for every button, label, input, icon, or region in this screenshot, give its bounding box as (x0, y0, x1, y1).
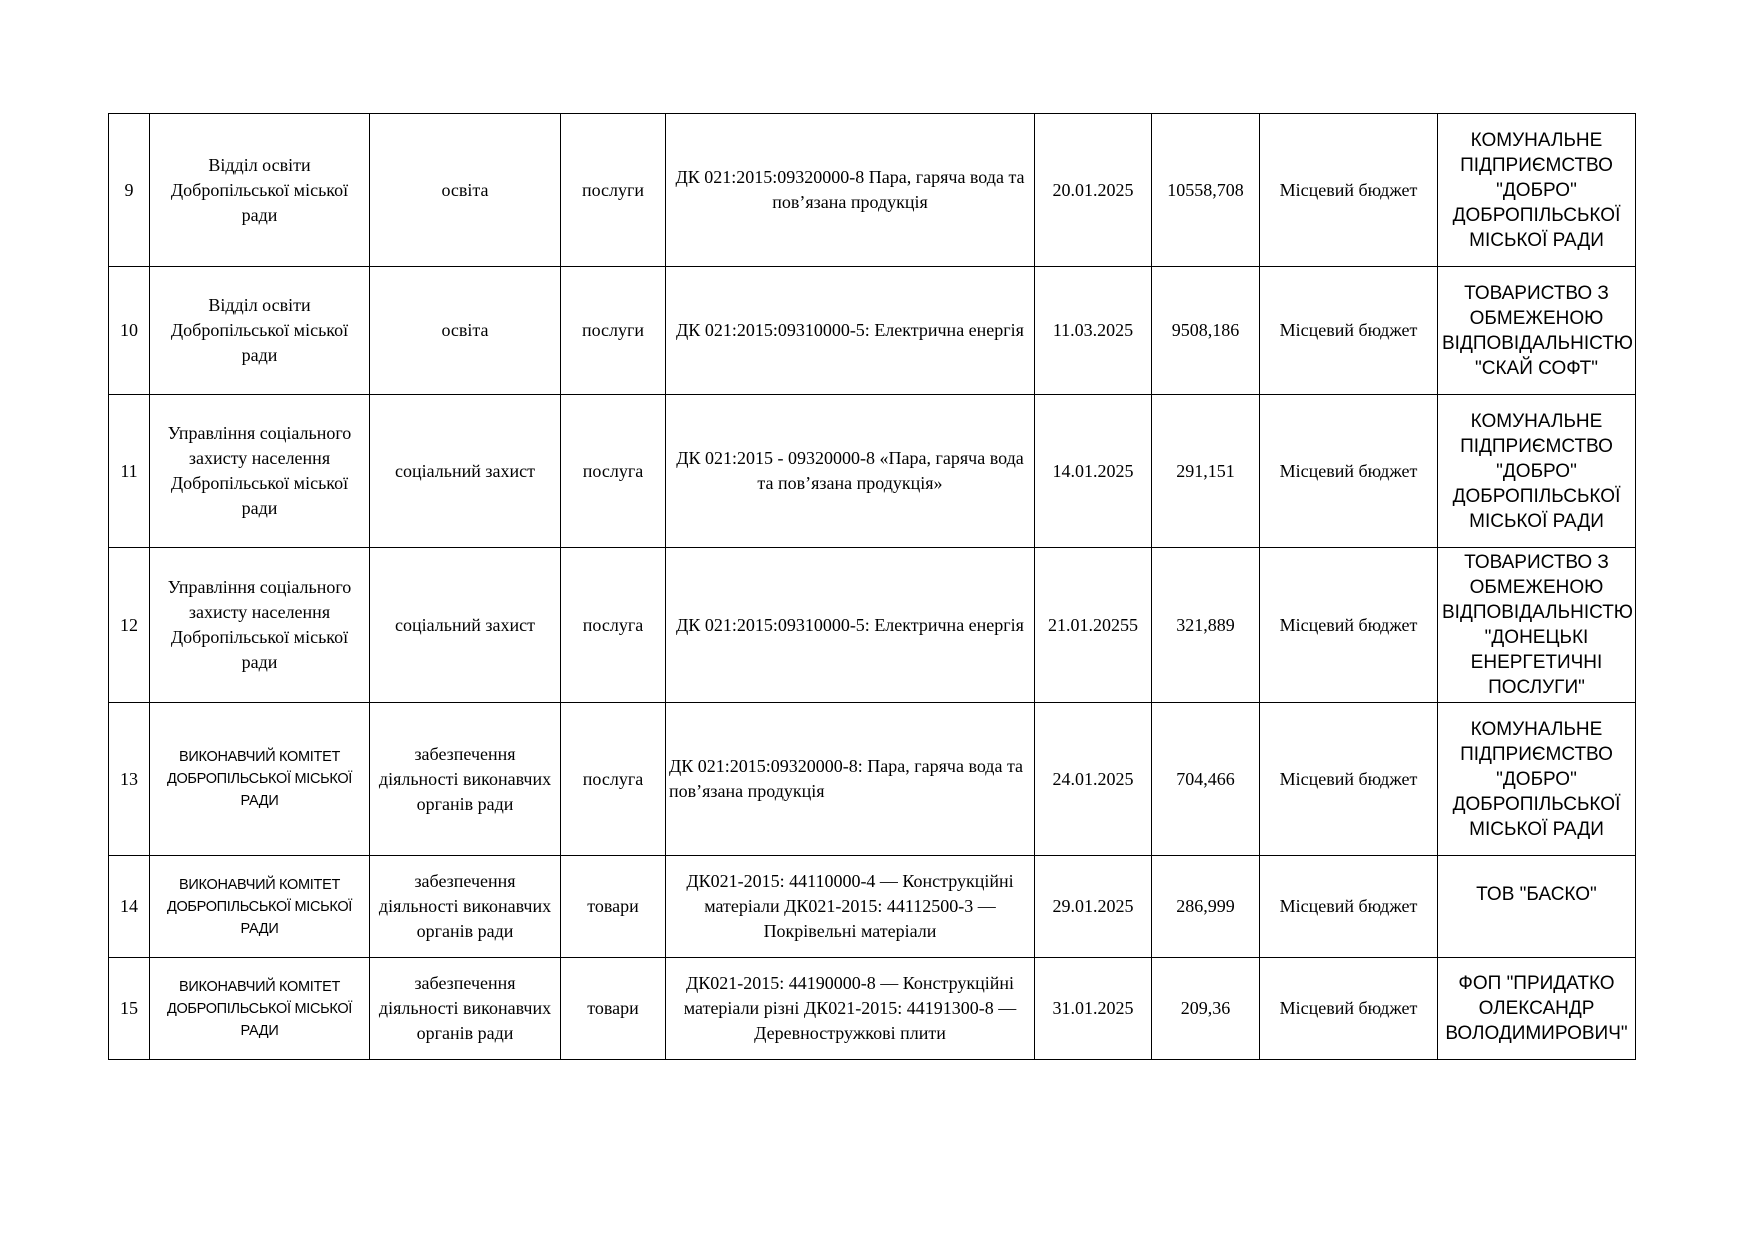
supplier-cell: ТОВ "БАСКО" (1438, 856, 1636, 958)
supplier-cell: КОМУНАЛЬНЕ ПІДПРИЄМСТВО "ДОБРО" ДОБРОПІЛЬСЬКОЇ МІСЬКОЇ РАДИ (1438, 703, 1636, 856)
customer-cell: Управління соціального захисту населення Добропільської міської ради (150, 548, 370, 703)
row-number: 9 (109, 114, 150, 267)
supplier-cell: ТОВАРИСТВО З ОБМЕЖЕНОЮ ВІДПОВІДАЛЬНІСТЮ "ДОНЕЦЬКІ ЕНЕРГЕТИЧНІ ПОСЛУГИ" (1438, 548, 1636, 703)
funding-cell: Місцевий бюджет (1260, 114, 1438, 267)
type-cell: послуга (561, 395, 666, 548)
funding-cell: Місцевий бюджет (1260, 958, 1438, 1060)
date-cell: 20.01.2025 (1035, 114, 1152, 267)
row-number: 14 (109, 856, 150, 958)
customer-cell: ВИКОНАВЧИЙ КОМІТЕТ ДОБРОПІЛЬСЬКОЇ МІСЬКОЇ РАДИ (150, 703, 370, 856)
table-row (109, 395, 1636, 548)
date-cell: 14.01.2025 (1035, 395, 1152, 548)
table-row (109, 548, 1636, 703)
type-cell: товари (561, 856, 666, 958)
table-row (109, 114, 1636, 267)
supplier-cell: КОМУНАЛЬНЕ ПІДПРИЄМСТВО "ДОБРО" ДОБРОПІЛЬСЬКОЇ МІСЬКОЇ РАДИ (1438, 114, 1636, 267)
table-row (109, 958, 1636, 1060)
funding-cell: Місцевий бюджет (1260, 703, 1438, 856)
date-cell: 31.01.2025 (1035, 958, 1152, 1060)
supplier-cell: ТОВАРИСТВО З ОБМЕЖЕНОЮ ВІДПОВІДАЛЬНІСТЮ "СКАЙ СОФТ" (1438, 267, 1636, 395)
table-row (109, 856, 1636, 958)
subject-cell: ДК 021:2015 - 09320000-8 «Пара, гаряча вода та пов’язана продукція» (666, 395, 1035, 548)
customer-cell: Управління соціального захисту населення Добропільської міської ради (150, 395, 370, 548)
date-cell: 24.01.2025 (1035, 703, 1152, 856)
amount-cell: 321,889 (1152, 548, 1260, 703)
sector-cell: забезпечення діяльності виконавчих органів ради (370, 703, 561, 856)
row-number: 11 (109, 395, 150, 548)
amount-cell: 9508,186 (1152, 267, 1260, 395)
subject-cell: ДК 021:2015:09320000-8 Пара, гаряча вода та пов’язана продукція (666, 114, 1035, 267)
table-row (109, 267, 1636, 395)
type-cell: послуги (561, 267, 666, 395)
funding-cell: Місцевий бюджет (1260, 856, 1438, 958)
type-cell: товари (561, 958, 666, 1060)
subject-cell: ДК 021:2015:09310000-5: Електрична енергія (666, 267, 1035, 395)
amount-cell: 10558,708 (1152, 114, 1260, 267)
amount-cell: 704,466 (1152, 703, 1260, 856)
type-cell: послуга (561, 703, 666, 856)
row-number: 10 (109, 267, 150, 395)
supplier-cell: ФОП "ПРИДАТКО ОЛЕКСАНДР ВОЛОДИМИРОВИЧ" (1438, 958, 1636, 1060)
sector-cell: забезпечення діяльності виконавчих органів ради (370, 856, 561, 958)
sector-cell: соціальний захист (370, 395, 561, 548)
subject-cell: ДК 021:2015:09320000-8: Пара, гаряча вода та пов’язана продукція (666, 703, 1035, 856)
procurement-table (108, 113, 1636, 1060)
type-cell: послуга (561, 548, 666, 703)
sector-cell: освіта (370, 114, 561, 267)
type-cell: послуги (561, 114, 666, 267)
amount-cell: 291,151 (1152, 395, 1260, 548)
subject-cell: ДК021-2015: 44110000-4 — Конструкційні матеріали ДК021-2015: 44112500-3 — Покрівельні матеріали (666, 856, 1035, 958)
date-cell: 21.01.20255 (1035, 548, 1152, 703)
table-row (109, 703, 1636, 856)
row-number: 12 (109, 548, 150, 703)
customer-cell: Відділ освіти Добропільської міської ради (150, 267, 370, 395)
sector-cell: забезпечення діяльності виконавчих органів ради (370, 958, 561, 1060)
customer-cell: Відділ освіти Добропільської міської ради (150, 114, 370, 267)
funding-cell: Місцевий бюджет (1260, 548, 1438, 703)
row-number: 15 (109, 958, 150, 1060)
customer-cell: ВИКОНАВЧИЙ КОМІТЕТ ДОБРОПІЛЬСЬКОЇ МІСЬКОЇ РАДИ (150, 958, 370, 1060)
amount-cell: 209,36 (1152, 958, 1260, 1060)
sector-cell: освіта (370, 267, 561, 395)
funding-cell: Місцевий бюджет (1260, 267, 1438, 395)
subject-cell: ДК021-2015: 44190000-8 — Конструкційні матеріали різні ДК021-2015: 44191300-8 — Деревностружкові плити (666, 958, 1035, 1060)
date-cell: 11.03.2025 (1035, 267, 1152, 395)
amount-cell: 286,999 (1152, 856, 1260, 958)
date-cell: 29.01.2025 (1035, 856, 1152, 958)
row-number: 13 (109, 703, 150, 856)
funding-cell: Місцевий бюджет (1260, 395, 1438, 548)
sector-cell: соціальний захист (370, 548, 561, 703)
subject-cell: ДК 021:2015:09310000-5: Електрична енергія (666, 548, 1035, 703)
customer-cell: ВИКОНАВЧИЙ КОМІТЕТ ДОБРОПІЛЬСЬКОЇ МІСЬКОЇ РАДИ (150, 856, 370, 958)
supplier-cell: КОМУНАЛЬНЕ ПІДПРИЄМСТВО "ДОБРО" ДОБРОПІЛЬСЬКОЇ МІСЬКОЇ РАДИ (1438, 395, 1636, 548)
